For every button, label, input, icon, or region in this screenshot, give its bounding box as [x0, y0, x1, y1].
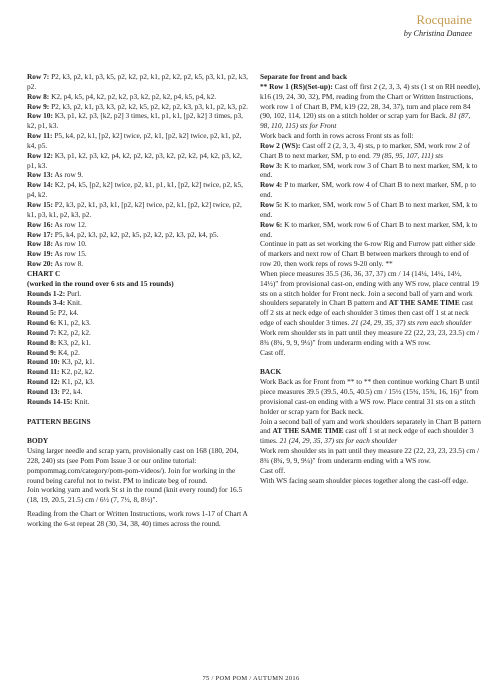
round-10: Round 10: K3, p2, k1.	[27, 357, 95, 367]
continue-pattern: Continue in patt as set working the 6-row Rig and Furrow patt either side of markers and next row of Chart B between markers through to end of row 20, then work reps of rows 9-20 only. **	[260, 239, 476, 269]
front-paragraph-2: Work rem shoulder sts in patt until they measure 22 (22, 23, 23, 23.5) cm / 8¾ (8¾, 9, 9, 9¼)" from underarm ending with a WS row.	[260, 327, 480, 347]
separate-heading: Separate for front and back	[260, 72, 348, 81]
right-row-6: Row 6: K to marker, SM, work row 6 of Chart B to next marker, SM, k to end.	[260, 219, 478, 239]
round-6: Round 6: K1, p2, k3.	[27, 318, 91, 328]
front-cast-off: Cast off.	[260, 347, 286, 357]
work-back-forth: Work back and forth in rows across Front sts as foll:	[260, 131, 414, 141]
pattern-title: Rocquaine	[416, 12, 472, 27]
round-13: Round 13: P2, k4.	[27, 387, 83, 396]
round-14-15: Rounds 14-15: Knit.	[27, 396, 90, 406]
back-heading: BACK	[260, 367, 282, 377]
round-3-4: Rounds 3-4: Knit.	[27, 298, 82, 308]
row-18: Row 18: As row 10.	[27, 239, 87, 249]
row-19: Row 19: As row 15.	[27, 249, 87, 259]
row-12: Row 12: K3, p1, k2, p3, k2, p4, k2, p2, k2, p3, k2, p2, k2, p4, k2, p3, k2, p1, k3.	[27, 150, 242, 170]
right-row-5: Row 5: K to marker, SM, work row 5 of Chart B to next marker, SM, k to end.	[260, 199, 478, 219]
body-paragraph-3: Reading from the Chart or Written Instructions, work rows 1-17 of Chart A working the 6-st repeat 28 (30, 34, 38, 40) times across the round.	[27, 509, 248, 528]
row-16: Row 16: As row 12.	[27, 219, 87, 229]
row-15: Row 15: P2, k3, p2, k1, p3, k1, [p2, k2] twice, p2, k1, [p2, k2] twice, p2, k1, p3, k1, p2, k3, p2.	[27, 199, 242, 219]
chart-c-heading: CHART C	[27, 268, 61, 278]
back-cast-off: Cast off.	[260, 465, 286, 475]
spacer	[27, 407, 250, 417]
back-paragraph-1: Work Back as for Front from ** to ** then continue working Chart B until piece measures 39.5 (39.5, 40.5, 40.5) cm / 15½ (15¾, 15¾, 16, 16)" from provisional cast-on ending with a WS row. Place central 31 sts on a stitch holder or scrap yarn for Back neck.	[260, 377, 480, 416]
chart-c-subheading: (worked in the round over 6 sts and 15 rounds)	[27, 278, 174, 288]
row-14: Row 14: K2, p4, k5, [p2, k2] twice, p2, k1, p1, k1, [p2, k2] twice, p2, k5, p4, k2.	[27, 180, 244, 200]
round-5: Round 5: P2, k4.	[27, 308, 79, 318]
row-2-ws: Row 2 (WS): Cast off 2 (2, 3, 3, 4) sts, p to marker, SM, work row 2 of Chart B to next marker, SM, p to end. 79 (85, 95, 107, 111) sts	[260, 140, 471, 160]
round-9: Round 9: K4, p2.	[27, 347, 80, 357]
body-heading: BODY	[27, 436, 49, 446]
body-paragraph-2: Join working yarn and work St st in the round (knit every round) for 16.5 (18, 19, 20.5, 21.5) cm / 6½ (7, 7½, 8, 8½)".	[27, 485, 243, 505]
round-8: Round 8: K3, p2, k1.	[27, 337, 91, 347]
setup-row-1: ** Row 1 (RS)(Set-up): Cast off first 2 (2, 3, 3, 4) sts (1 st on RH needle), k16 (19, 24, 30, 32), PM, reading from the Chart or Written Instructions, work row 1 of Chart B, PM, k19 (22, 28, 34, 37), turn and place rem 84 (90, 102, 114, 120) sts on a stitch holder or scrap yarn for Back. 81 (87, 98, 110, 115) sts for Front	[260, 81, 481, 131]
row-10: Row 10: K3, p1, k2, p3, [k2, p2] 3 times, k1, p1, k1, [p2, k2] 3 times, p3, k2, p1, k3.	[27, 111, 244, 131]
round-12: Round 12: K1, p2, k3.	[27, 377, 95, 387]
row-17: Row 17: P5, k4, p2, k3, p2, k2, p2, k5, p2, k2, p2, k3, p2, k4, p5.	[27, 229, 219, 239]
body-paragraph-1: Using larger needle and scrap yarn, provisionally cast on 168 (180, 204, 228, 240) sts (see Pom Pom Issue 3 or our online tutorial: pompommag.com/category/pom-pom-videos/). Join for working in the round being careful not to twist. PM to indicate beg of round.	[27, 446, 239, 485]
front-paragraph-1: When piece measures 35.5 (36, 36, 37, 37) cm / 14 (14¼, 14¼, 14½, 14½)" from provisional cast-on, ending with any WS row, place central 19 sts on a stitch holder for Front neck. Join a second ball of yarn and work shoulders separately in Chart B pattern and AT THE SAME TIME cast off 2 sts at neck edge of each shoulder 3 times then cast off 1 st at neck edge of each shoulder 3 times. 21 (24, 29, 35, 37) sts rem each shoulder	[260, 268, 479, 328]
right-column	[260, 72, 481, 485]
pattern-begins-heading: PATTERN BEGINS	[27, 416, 91, 426]
row-9: Row 9: P2, k3, p2, k1, p3, k3, p2, k2, k5, p2, k2, p2, k3, p3, k1, p2, k3, p2.	[27, 101, 248, 111]
left-column	[27, 72, 250, 529]
back-paragraph-2: Join a second ball of yarn and work shoulders separately in Chart B pattern and AT THE SAME TIME cast off 1 st at neck edge of each shoulder 3 times. 21 (24, 29, 35, 37) sts for each shoulder	[260, 416, 481, 446]
pattern-author: by Christina Danaee	[403, 29, 472, 38]
seam-instructions: With WS facing seam shoulder pieces together along the cast-off edge.	[260, 475, 469, 485]
row-13: Row 13: As row 9.	[27, 170, 84, 180]
row-8: Row 8: K2, p4, k5, p4, k2, p2, k2, p3, k2, p2, k2, p4, k5, p4, k2.	[27, 91, 217, 101]
round-1-2: Rounds 1-2: Purl.	[27, 288, 82, 298]
round-11: Round 11: K2, p2, k2.	[27, 367, 95, 377]
round-7: Round 7: K2, p2, k2.	[27, 327, 91, 337]
spacer	[27, 426, 250, 436]
right-row-3: Row 3: K to marker, SM, work row 3 of Chart B to next marker, SM, k to end.	[260, 160, 478, 180]
row-20: Row 20: As row 8.	[27, 259, 84, 269]
row-7: Row 7: P2, k3, p2, k1, p3, k5, p2, k2, p2, k1, p2, k2, p2, k5, p3, k1, p2, k3, p2.	[27, 72, 248, 91]
page-footer: 75 / POM POM / AUTUMN 2016	[202, 675, 300, 682]
back-paragraph-3: Work rem shoulder sts in patt until they measure 22 (22, 23, 23, 23.5) cm / 8¾ (8¾, 9, 9, 9¼)" from underarm ending with a WS row.	[260, 446, 480, 465]
right-row-4: Row 4: P to marker, SM, work row 4 of Chart B to next marker, SM, p to end.	[260, 180, 476, 200]
spacer	[260, 357, 481, 367]
row-11: Row 11: P5, k4, p2, k1, [p2, k2] twice, p2, k1, [p2, k2] twice, p2, k1, p2, k4, p5.	[27, 131, 242, 150]
